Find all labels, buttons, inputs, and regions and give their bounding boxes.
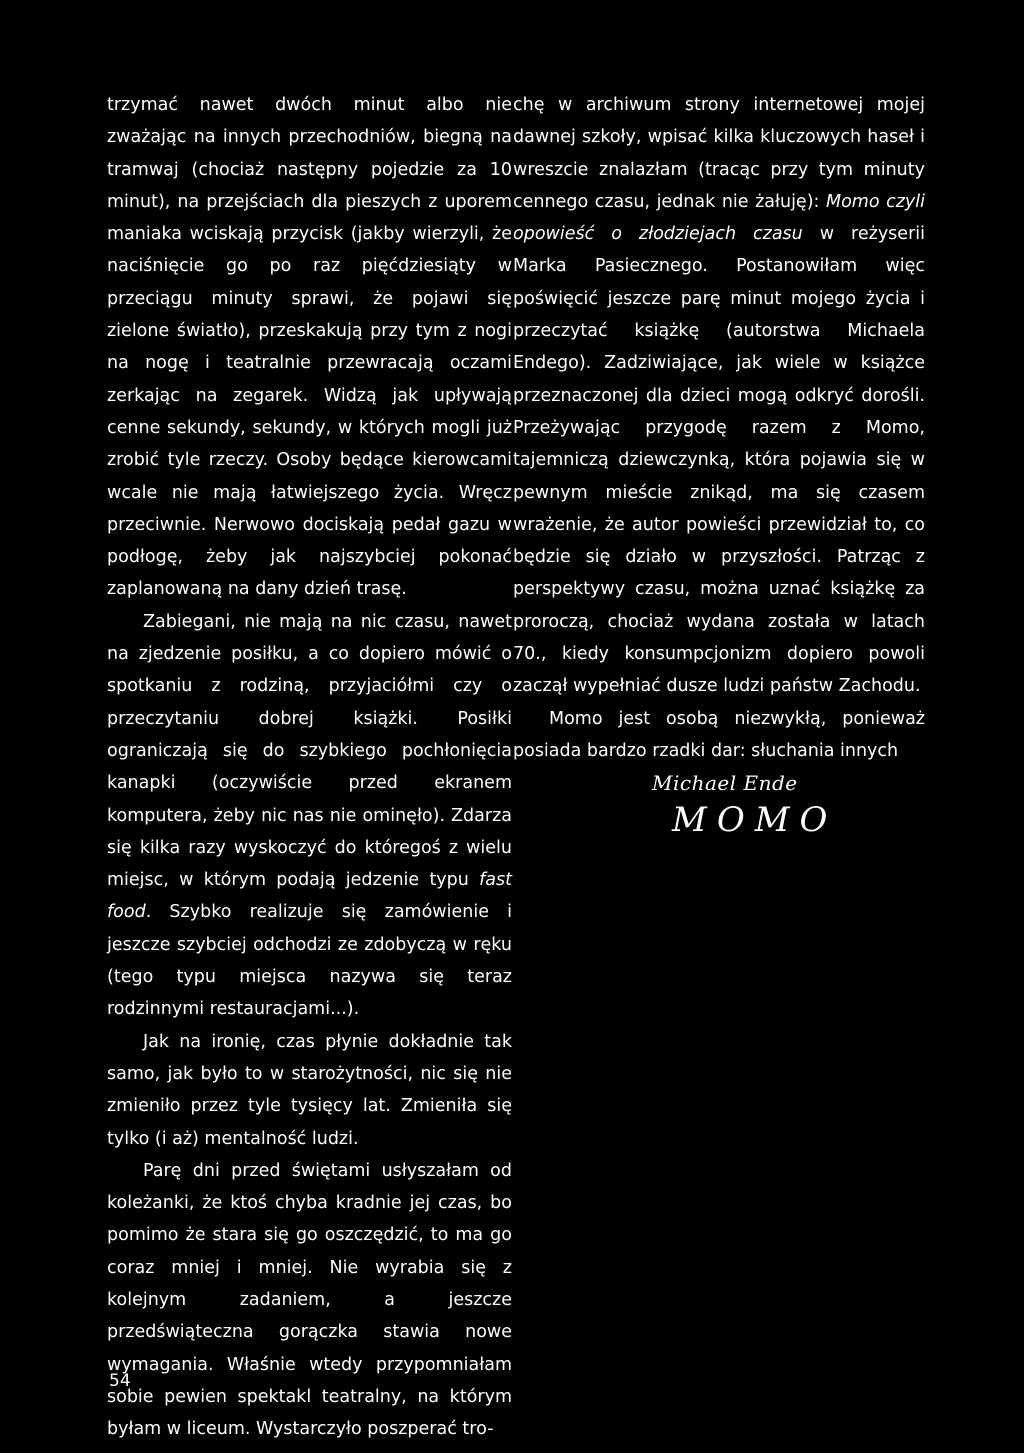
paragraph-text: Zabiegani, nie mają na nic czasu, nawet na zjedzenie posiłku, a co dopiero mówić o spotkaniu z rodziną, przyjaciółmi czy o przeczytaniu dobrej książki. Posiłki ograniczają się do szybkiego pochłonięcia kanapki (oczywiście przed ekranem komputera, żeby nic nas nie ominęło). Zdarza się kilka razy wyskoczyć do któregoś z wielu miejsc, w którym podają jedzenie typu <box>107 611 512 891</box>
paragraph: Momo jest osobą niezwykłą, ponieważ posiada bardzo rzadki dar: słuchania innych <box>513 708 925 761</box>
book-logo-title: MOMO <box>672 800 838 840</box>
left-text-column <box>107 89 512 1445</box>
paragraph <box>107 606 512 1026</box>
paragraph: Parę dni przed świętami usłyszałam od koleżanki, że ktoś chyba kradnie jej czas, bo pomimo że stara się go oszczędzić, to ma go coraz mniej i mniej. Nie wyrabia się z kolejnym zadaniem, a jeszcze przedświąteczna gorączka stawia nowe wymagania. Właśnie wtedy przypomniałam sobie pewien spektakl teatralny, na którym byłam w liceum. Wystarczyło poszperać tro- <box>107 1160 512 1440</box>
paragraph: trzymać nawet dwóch minut albo nie zważając na innych przechodniów, biegną na tramwaj (chociaż następny pojedzie za 10 minut), na przejściach dla pieszych z uporem maniaka wciskają przycisk (jakby wierzyli, że naciśnięcie go po raz pięćdziesiąty w przeciągu minuty sprawi, że pojawi się zielone światło), przeskakują przy tym z nogi na nogę i teatralnie przewracają oczami zerkając na zegarek. Widzą jak upływają cenne sekundy, sekundy, w których mogli już zrobić tyle rzeczy. Osoby będące kierowcami wcale nie mają łatwiejszego życia. Wręcz przeciwnie. Nerwowo dociskają pedał gazu w podłogę, żeby jak najszybciej pokonać zaplanowaną na dany dzień trasę. <box>107 95 512 600</box>
right-text-column <box>513 89 925 767</box>
paragraph-text: . Szybko realizuje się zamówienie i jeszcze szybciej odchodzi ze zdobyczą w ręku (tego typu miejsca nazywa się teraz rodzinnymi restauracjami...). <box>107 902 512 1020</box>
book-logo-author: Michael Ende <box>652 771 798 795</box>
paragraph: Jak na ironię, czas płynie dokładnie tak samo, jak było to w starożytności, nic się nie zmieniło przez tyle tysięcy lat. Zmieniła się tylko (i aż) mentalność ludzi. <box>107 1031 512 1149</box>
italic-phrase: Momo czyli opowieść o złodziejach czasu <box>513 191 925 245</box>
italic-phrase: fast food <box>107 870 512 923</box>
book-logo <box>650 770 850 842</box>
paragraph-text: w reżyserii Marka Pasiecznego. Postanowiłam więc poświęcić jeszcze parę minut mojego życia i przeczytać książkę (autorstwa Michaela Endego). Zadziwiające, jak wiele w książce przeznaczonej dla dzieci mogą odkryć dorośli. Przeżywając przygodę razem z Momo, tajemniczą dziewczynką, która pojawia się w pewnym mieście znikąd, ma się czasem wrażenie, że autor powieści przewidział to, co będzie się działo w przyszłości. Patrząc z perspektywy czasu, można uznać książkę za proroczą, chociaż wydana została w latach 70., kiedy konsumpcjonizm dopiero powoli zaczął wypełniać dusze ludzi państw Zachodu. <box>513 224 925 697</box>
paragraph-text: chę w archiwum strony internetowej mojej dawnej szkoły, wpisać kilka kluczowych haseł i wreszcie znalazłam (tracąc przy tym minuty cennego czasu, jednak nie żałuję): <box>513 95 925 212</box>
paragraph <box>513 89 925 703</box>
page-number: 54 <box>109 1371 131 1391</box>
